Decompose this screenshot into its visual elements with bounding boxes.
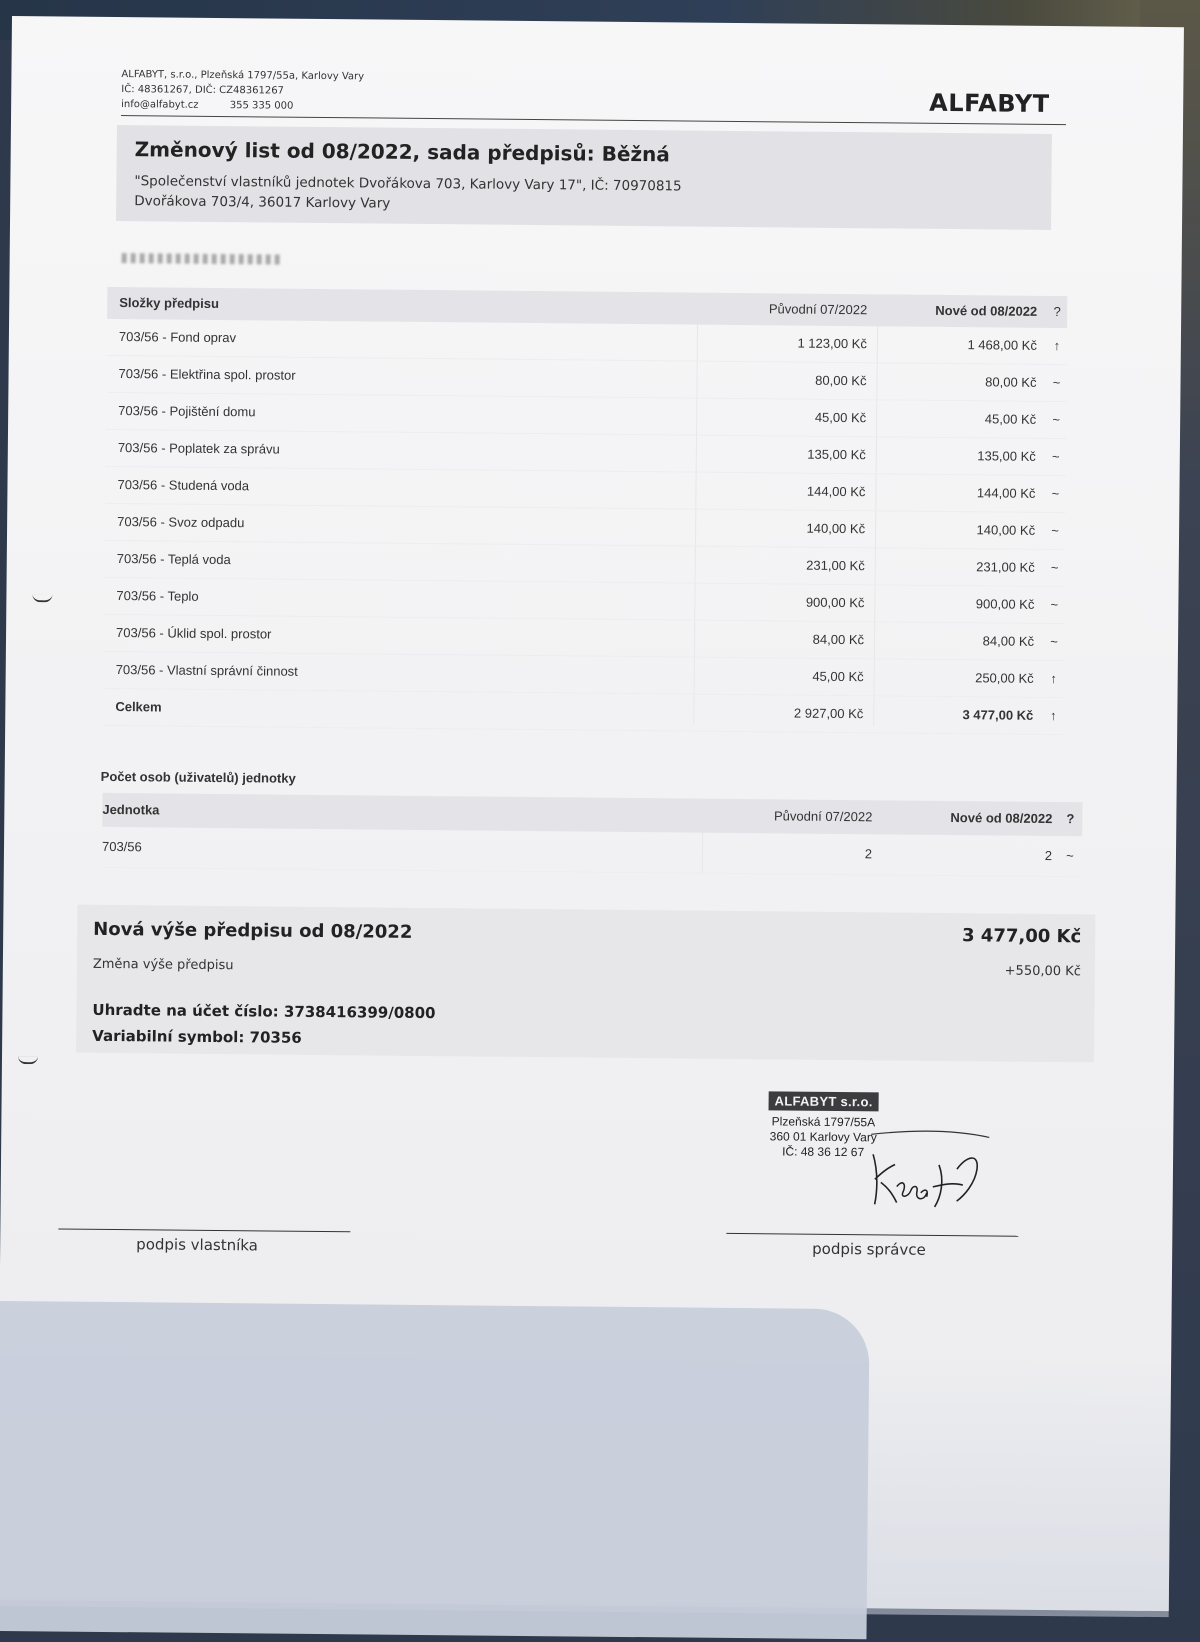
component-name: 703/56 - Teplo xyxy=(116,588,199,604)
new-amount: 140,00 Kč xyxy=(976,522,1036,538)
company-phone: 355 335 000 xyxy=(229,100,294,112)
pen-mark xyxy=(32,594,52,602)
owner-signature-line xyxy=(58,1229,350,1233)
new-amount: 144,00 Kč xyxy=(976,485,1036,501)
header-divider xyxy=(121,115,1066,125)
component-name: 703/56 - Teplá voda xyxy=(116,551,231,568)
component-name: 703/56 - Pojištění domu xyxy=(118,403,256,420)
change-label: Změna výše předpisu xyxy=(92,956,234,974)
persons-trend: ~ xyxy=(1066,848,1074,864)
trend-indicator: ~ xyxy=(1050,559,1059,576)
bank-account: Uhradte na účet číslo: 3738416399/0800 xyxy=(92,1000,436,1023)
trend-indicator: ~ xyxy=(1051,449,1060,465)
original-amount: 231,00 Kč xyxy=(806,557,865,574)
new-amount: 231,00 Kč xyxy=(976,559,1035,575)
component-name: 703/56 - Elektřina spol. prostor xyxy=(118,366,296,383)
persons-section-title: Počet osob (uživatelů) jednotky xyxy=(100,768,296,786)
component-name: 703/56 - Studená voda xyxy=(117,477,250,494)
new-amount: 45,00 Kč xyxy=(984,411,1037,427)
col-header-original: Původní 07/2022 xyxy=(768,301,868,318)
stamp-city: 360 01 Karlovy Vary xyxy=(769,1129,877,1145)
stamp-street: Plzeňská 1797/55A xyxy=(771,1114,876,1130)
manager-signature-label: podpis správce xyxy=(812,1239,926,1259)
original-amount: 900,00 Kč xyxy=(805,594,865,611)
component-name: 703/56 - Poplatek za správu xyxy=(117,440,280,457)
original-amount: 45,00 Kč xyxy=(814,409,867,426)
col-header-component: Složky předpisu xyxy=(119,295,220,311)
trend-indicator: ~ xyxy=(1052,375,1061,391)
new-amount: 84,00 Kč xyxy=(982,633,1035,649)
new-amount: 250,00 Kč xyxy=(975,670,1034,686)
persons-row xyxy=(102,827,1082,877)
total-new: 3 477,00 Kč xyxy=(962,707,1034,723)
title-box xyxy=(116,125,1052,230)
original-amount: 45,00 Kč xyxy=(812,668,864,685)
original-amount: 144,00 Kč xyxy=(806,483,866,500)
new-amount: 1 468,00 Kč xyxy=(967,337,1037,353)
col-header-unit: Jednotka xyxy=(102,801,160,818)
component-name: 703/56 - Vlastní správní činnost xyxy=(115,662,298,679)
new-amount: 80,00 Kč xyxy=(985,374,1037,390)
table-total-row xyxy=(103,689,1063,735)
owner-address: Dvořákova 703/4, 36017 Karlovy Vary xyxy=(134,193,391,212)
trend-indicator: ~ xyxy=(1052,412,1061,428)
company-info xyxy=(121,67,364,114)
original-amount: 135,00 Kč xyxy=(807,446,866,463)
pen-mark xyxy=(18,1056,38,1064)
summary-amount: 3 477,00 Kč xyxy=(961,925,1082,948)
trend-indicator: ~ xyxy=(1050,633,1058,650)
col-header-trend: ? xyxy=(1066,811,1075,827)
company-email: info@alfabyt.cz xyxy=(121,99,199,111)
stamp-name: ALFABYT s.r.o. xyxy=(768,1091,878,1111)
original-amount: 1 123,00 Kč xyxy=(797,335,867,352)
col-header-new: Nové od 08/2022 xyxy=(935,302,1038,319)
persons-original: 2 xyxy=(864,846,873,862)
total-trend: ↑ xyxy=(1050,707,1057,724)
handwritten-signature xyxy=(861,1124,992,1215)
original-amount: 80,00 Kč xyxy=(815,372,867,389)
variable-symbol: Variabilní symbol: 70356 xyxy=(92,1026,302,1047)
stamp-ic: IČ: 48 36 12 67 xyxy=(782,1144,865,1160)
trend-indicator: ~ xyxy=(1051,523,1059,539)
summary-heading: Nová výše předpisu od 08/2022 xyxy=(93,918,413,943)
summary-box xyxy=(76,905,1095,1063)
unit-id: 703/56 xyxy=(101,838,142,855)
component-name: 703/56 - Úklid spol. prostor xyxy=(116,625,272,642)
component-name: 703/56 - Svoz odpadu xyxy=(117,514,245,531)
change-value: +550,00 Kč xyxy=(1004,963,1081,980)
redacted-owner-name xyxy=(122,253,282,265)
owner-association: "Společenství vlastníků jednotek Dvořákova 703, Karlovy Vary 17", IČ: 70970815 xyxy=(134,173,682,195)
trend-indicator: ↑ xyxy=(1050,670,1058,687)
company-logo: ALFABYT xyxy=(929,88,1050,118)
contact-line xyxy=(121,97,364,114)
original-amount: 84,00 Kč xyxy=(812,631,865,648)
new-amount: 135,00 Kč xyxy=(977,448,1036,464)
col-header-original: Původní 07/2022 xyxy=(773,808,873,825)
manager-signature-line xyxy=(726,1233,1018,1237)
component-name: 703/56 - Fond oprav xyxy=(118,329,237,346)
owner-signature-label: podpis vlastníka xyxy=(136,1235,259,1255)
persons-new: 2 xyxy=(1044,847,1053,864)
photo-shadow xyxy=(0,1301,870,1639)
total-label: Celkem xyxy=(115,699,162,715)
total-original: 2 927,00 Kč xyxy=(793,705,864,722)
document-title: Změnový list od 08/2022, sada předpisů: Běžná xyxy=(134,137,670,167)
original-amount: 140,00 Kč xyxy=(806,520,866,537)
company-line1: ALFABYT, s.r.o., Plzeňská 1797/55a, Karlovy Vary xyxy=(121,69,365,83)
components-table xyxy=(103,287,1067,735)
document-page xyxy=(0,16,1184,1611)
trend-indicator: ↑ xyxy=(1053,338,1061,354)
trend-indicator: ~ xyxy=(1050,596,1059,613)
trend-indicator: ~ xyxy=(1051,486,1060,502)
persons-table xyxy=(102,793,1083,877)
new-amount: 900,00 Kč xyxy=(975,596,1035,612)
col-header-new: Nové od 08/2022 xyxy=(950,810,1053,827)
company-line2: IČ: 48361267, DIČ: CZ48361267 xyxy=(121,84,285,97)
col-header-trend: ? xyxy=(1053,304,1061,320)
